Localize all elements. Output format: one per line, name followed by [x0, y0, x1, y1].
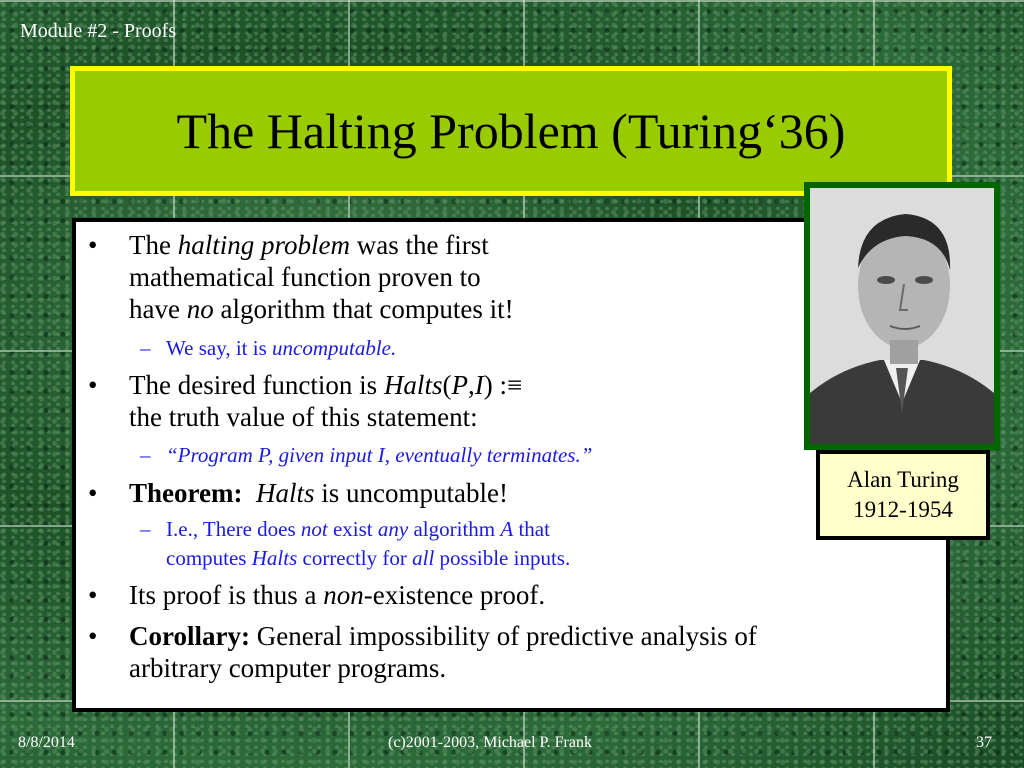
text-run-italic: “Program P, given input I, eventually terminates.” [166, 443, 593, 467]
caption-name: Alan Turing [847, 467, 959, 492]
bullet-text [129, 620, 757, 684]
dash-mark: – [140, 336, 151, 360]
bullet-text [129, 477, 508, 509]
text-run: -existence proof. [363, 580, 546, 610]
text-line: arbitrary computer programs. [129, 653, 447, 683]
text-run: that [513, 517, 550, 541]
bullet-mark: • [88, 230, 98, 260]
text-run: is uncomputable! [314, 478, 508, 508]
text-run-italic: Halts [255, 478, 315, 508]
footer-date: 8/8/2014 [18, 734, 75, 751]
text-run: possible inputs. [434, 546, 571, 570]
bullet-text [129, 369, 522, 433]
subbullet-text [166, 515, 570, 573]
text-run: have [129, 294, 187, 324]
dash-mark: – [140, 517, 151, 541]
text-run: ( [442, 370, 452, 400]
module-header: Module #2 - Proofs [20, 20, 177, 42]
text-run: algorithm that computes it! [213, 294, 514, 324]
text-run-italic: A [500, 517, 514, 541]
text-run: computes [166, 546, 252, 570]
portrait-photo [810, 188, 994, 444]
bullet-mark: • [88, 621, 98, 651]
text-run-italic: any [377, 517, 409, 541]
title-box [70, 66, 952, 196]
text-run: The desired function is [129, 370, 384, 400]
caption-years: 1912-1954 [853, 497, 953, 522]
text-run-italic: halting problem [177, 230, 350, 260]
text-run: The [129, 230, 178, 260]
text-run: General impossibility of predictive analysis of [249, 621, 757, 651]
text-run: , [467, 370, 475, 400]
bullet-text [129, 579, 545, 611]
text-run: was the first [349, 230, 489, 260]
subbullet-text [166, 334, 396, 363]
text-run: ) :≡ [483, 370, 523, 400]
text-run-italic: uncomputable. [272, 336, 397, 360]
bullet-text [129, 229, 514, 325]
footer-page-number: 37 [976, 734, 992, 751]
portrait-sketch-icon [810, 188, 994, 444]
dash-mark: – [140, 443, 151, 467]
photo-caption [816, 450, 990, 540]
text-run-italic: Halts [383, 370, 443, 400]
text-run-italic: not [300, 517, 328, 541]
text-run: exist [327, 517, 378, 541]
text-run-italic: all [412, 546, 435, 570]
text-run: Its proof is thus a [129, 580, 324, 610]
slide-title: The Halting Problem (Turing‘36) [176, 103, 846, 159]
bullet-mark: • [88, 580, 98, 610]
text-run-bold: Corollary: [129, 621, 250, 651]
text-run: algorithm [408, 517, 501, 541]
text-run-italic: no [186, 294, 214, 324]
text-run: We say, it is [166, 336, 273, 360]
text-run: correctly for [297, 546, 413, 570]
text-run-italic: Halts [251, 546, 298, 570]
text-run: I.e., There does [166, 517, 301, 541]
text-run-italic: P [451, 370, 468, 400]
text-run-italic: non [323, 580, 364, 610]
footer-copyright: (c)2001-2003, Michael P. Frank [388, 734, 592, 751]
photo-frame [804, 182, 1000, 450]
text-run-italic: I [474, 370, 484, 400]
text-line: mathematical function proven to [129, 262, 481, 292]
text-line: the truth value of this statement: [129, 402, 478, 432]
subbullet-text [166, 441, 592, 470]
bullet-mark: • [88, 370, 98, 400]
bullet-mark: • [88, 478, 98, 508]
text-run-bold: Theorem: [129, 478, 243, 508]
